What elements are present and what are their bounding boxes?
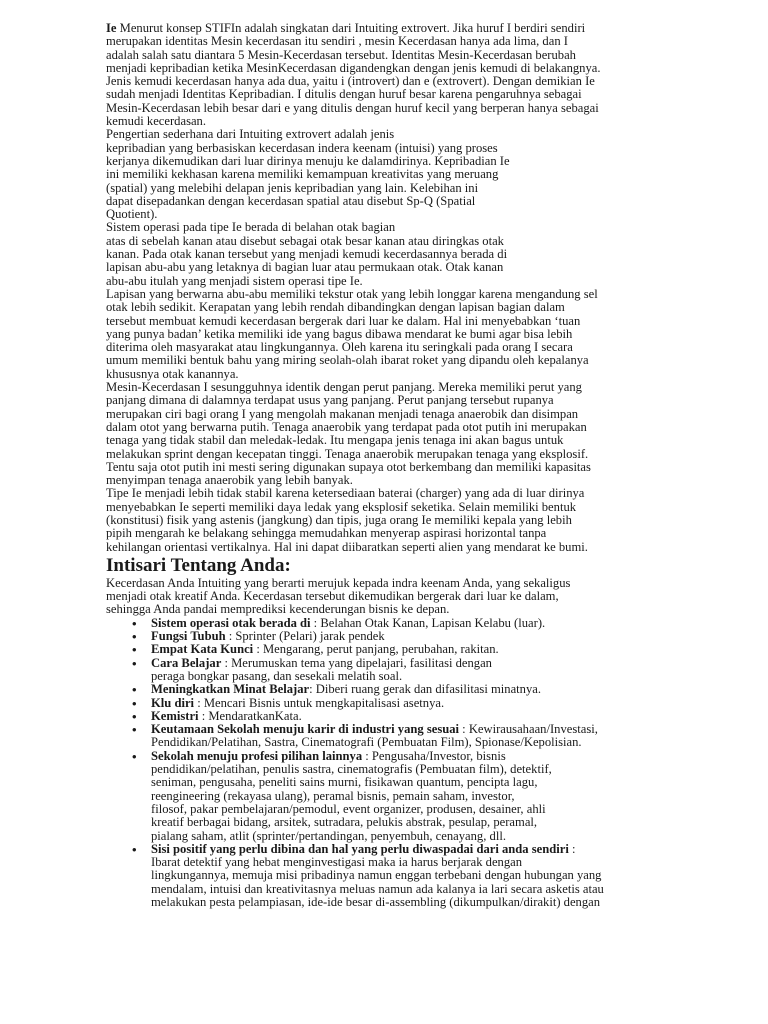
text-line: kepribadian yang berbasiskan kecerdasan indera keenam (intuisi) yang proses — [106, 140, 498, 155]
list-item — [106, 697, 698, 710]
text-line: Sistem operasi pada tipe Ie berada di belahan otak bagian — [106, 220, 396, 235]
lead-term: Ie — [106, 21, 117, 35]
text-line: khususnya otak kanannya. — [106, 366, 239, 381]
list-item-text: : Merumuskan tema yang dipelajari, fasilitasi dengan — [221, 655, 492, 670]
list-item-label: Meningkatkan Minat Belajar — [151, 682, 310, 697]
text-line: (spatial) yang melebihi delapan jenis kepribadian yang lain. Kelebihan ini — [106, 180, 479, 195]
text-line: melakukan sprint dengan kecepatan tinggi. Tenaga anaerobik merupakan tenaga yang eksplosif. — [106, 446, 589, 461]
list-item-label: Empat Kata Kunci — [151, 642, 254, 657]
list-item-first-line — [151, 750, 698, 763]
list-item-label: Fungsi Tubuh — [151, 629, 226, 644]
text-line: merupakan identitas Mesin kecerdasan itu sendiri , mesin Kecerdasan hanya ada lima, dan I — [106, 34, 568, 49]
list-item-text: Ibarat detektif yang hebat menginvestigasi maka ia harus berjarak dengan — [151, 855, 523, 870]
list-item-text: seniman, pengusaha, peneliti sains murni, fisikawan quantum, pencipta lagu, — [151, 775, 538, 790]
text-line: panjang dimana di dalamnya terdapat usus yang panjang. Perut panjang tersebut rupanya — [106, 393, 554, 408]
text-line: kehilangan orientasi vertikalnya. Hal ini dapat diibaratkan seperti alien yang mendarat ke bumi. — [106, 539, 588, 554]
text-line: kerjanya dikemudikan dari luar dirinya menuju ke dalamdirinya. Kepribadian Ie — [106, 153, 510, 168]
text-line: Quotient). — [106, 207, 158, 222]
text-line: Tipe Ie menjadi lebih tidak stabil karena ketersediaan baterai (charger) yang ada di luar dirinya — [106, 486, 585, 501]
list-item — [106, 750, 698, 843]
list-item-label: Keutamaan Sekolah menuju karir di industri yang sesuai — [151, 722, 460, 737]
list-item-text: melakukan pesta pelampiasan, ide-ide besar di-assembling (dikumpulkan/dirakit) dengan — [151, 895, 601, 909]
list-item — [106, 843, 698, 909]
list-item — [106, 723, 698, 750]
text-line: umum memiliki bentuk bahu yang miring seolah-olah ibarat roket yang dipandu oleh kepalanya — [106, 353, 589, 368]
list-item-text: : Mencari Bisnis untuk mengkapitalisasi asetnya. — [194, 695, 445, 710]
text-line: kanan. Pada otak kanan tersebut yang menjadi kemudi kecerdasannya berada di — [106, 247, 508, 262]
text-line: lapisan abu-abu yang letaknya di bagian luar atau permukaan otak. Otak kanan — [106, 260, 504, 275]
list-item-text: filosof, pakar pembelajaran/pemodul, event organizer, produsen, desainer, ahli — [151, 801, 546, 816]
text-line: adalah salah satu diantara 5 Mesin-Kecerdasan tersebut. Identitas Mesin-Kecerdasan berubah — [106, 47, 576, 62]
text-line: Ie Menurut konsep STIFIn adalah singkatan dari Intuiting extrovert. Jika huruf I berdiri sendiri — [106, 21, 586, 35]
list-item-label: Kemistri — [151, 708, 199, 723]
list-item-text: mendalam, intuisi dan kreativitasnya meluas namun ada kalanya ia lari secara asketis atau — [151, 881, 604, 896]
text-line: pipih mengarah ke belakang sehingga memudahkan menyerap aspirasi horizontal tanpa — [106, 526, 547, 541]
list-item-text: : Pengusaha/Investor, bisnis — [362, 748, 506, 763]
text-line: menyimpan tenaga anaerobik yang lebih banyak. — [106, 473, 353, 488]
list-item-text: : Belahan Otak Kanan, Lapisan Kelabu (luar). — [310, 615, 546, 630]
text-line: menjadi otak kreatif Anda. Kecerdasan tersebut dikemudikan bergerak dari luar ke dalam, — [106, 589, 559, 604]
list-item-text: : MendaratkanKata. — [198, 708, 302, 723]
text-line: menjadi kepribadian ketika MesinKecerdasan digandengkan dengan jenis kemudi di belakangnya. — [106, 60, 601, 75]
list-item — [106, 710, 698, 723]
list-item-text: pialang saham, atlit (sprinter/pertandingan, penyembuh, cenayang, dll. — [151, 828, 506, 843]
text-line: Mesin-Kecerdasan lebih besar dari e yang ditulis dengan huruf kecil yang berperan hanya sebagai — [106, 100, 599, 115]
text-line: Pengertian sederhana dari Intuiting extrovert adalah jenis — [106, 127, 395, 142]
summary-list — [106, 617, 698, 910]
list-item — [106, 683, 698, 696]
text-line: dapat disepadankan dengan kecerdasan spatial atau disebut Sp-Q (Spatial — [106, 193, 476, 208]
text-line: (konstitusi) fisik yang astenis (jangkung) dan tipis, juga orang Ie memiliki kepala yang lebih — [106, 512, 572, 527]
list-item-first-line — [151, 630, 698, 643]
list-item-text: peraga bongkar pasang, dan sesekali melatih soal. — [151, 668, 403, 683]
list-item-first-line — [151, 683, 698, 696]
list-item-first-line — [151, 723, 698, 736]
list-item-first-line — [151, 643, 698, 656]
list-item-text: kreatif berbagai bidang, arsitek, sutradara, pelukis abstrak, pesulap, peramal, — [151, 815, 538, 830]
list-item-text: : Mengarang, perut panjang, perubahan, rakitan. — [253, 642, 499, 657]
section-intro — [106, 577, 698, 617]
text-line: otak lebih sedikit. Kerapatan yang lebih rendah dibandingkan dengan lapisan bagian dalam — [106, 300, 565, 315]
text-line: Jenis kemudi kecerdasan hanya ada dua, yaitu i (introvert) dan e (extrovert). Dengan demikian Ie — [106, 74, 595, 89]
list-item-label: Cara Belajar — [151, 655, 222, 670]
list-item-text: pendidikan/pelatihan, penulis sastra, cinematografis (Pembuatan film), detektif, — [151, 762, 552, 777]
section-heading: Intisari Tentang Anda: — [106, 554, 291, 576]
text-line: dalam otot yang berwarna putih. Tenaga anaerobik yang terdapat pada otot putih ini merupakan — [106, 419, 587, 434]
list-item-text: : Sprinter (Pelari) jarak pendek — [225, 629, 385, 644]
text-line: Kecerdasan Anda Intuiting yang berarti merujuk kepada indra keenam Anda, yang sekaligus — [106, 575, 571, 590]
text-line: abu-abu itulah yang menjadi sistem operasi tipe Ie. — [106, 273, 363, 288]
intro-text — [106, 22, 698, 554]
text-line: yang punya badan’ ketika memiliki ide yang bagus dibawa mendarat ke bumi agar bisa lebih — [106, 326, 573, 341]
text-line: ini memiliki kekhasan karena memiliki kemampuan kreativitas yang meruang — [106, 167, 499, 182]
text-line: Mesin-Kecerdasan I sesungguhnya identik dengan perut panjang. Mereka memiliki perut yang — [106, 380, 582, 395]
list-item-label: Sekolah menuju profesi pilihan lainnya — [151, 748, 363, 763]
text-line: Tentu saja otot putih ini mesti sering digunakan supaya otot berkembang dan memiliki kapasitas — [106, 459, 591, 474]
list-item-first-line — [151, 617, 698, 630]
list-item-text: : Kewirausahaan/Investasi, — [459, 722, 598, 737]
list-item-text: reengineering (rekayasa ulang), peramal bisnis, pemain saham, investor, — [151, 788, 515, 803]
list-item-label: Klu diri — [151, 695, 195, 710]
list-item-text: lingkungannya, memuja misi pribadinya namun enggan terbebani dengan hubungan yang — [151, 868, 602, 883]
list-item-text: : Diberi ruang gerak dan difasilitasi minatnya. — [309, 682, 541, 697]
list-item-label: Sisi positif yang perlu dibina dan hal yang perlu diwaspadai dari anda sendiri — [151, 841, 569, 856]
list-item-label: Sistem operasi otak berada di — [151, 615, 311, 630]
text-line: sudah menjadi Identitas Kepribadian. I ditulis dengan huruf besar karena pengaruhnya sebagai — [106, 87, 582, 102]
text-line: tenaga yang tidak stabil dan meledak-ledak. Itu mengapa jenis tenaga ini akan bagus untuk — [106, 433, 564, 448]
text-line: atas di sebelah kanan atau disebut sebagai otak besar kanan atau diringkas otak — [106, 233, 504, 248]
text-line: sehingga Anda pandai memprediksi kecenderungan bisnis ke depan. — [106, 602, 450, 617]
list-item — [106, 630, 698, 643]
list-item-first-line — [151, 657, 698, 670]
text-line: kemudi kecerdasan. — [106, 114, 207, 129]
text-line: menyebabkan Ie seperti memiliki daya ledak yang eksplosif seketika. Selain memiliki bentuk — [106, 499, 577, 514]
list-item-text: Pendidikan/Pelatihan, Sastra, Cinematografi (Pembuatan Film), Spionase/Kepolisian. — [151, 735, 582, 750]
text-line: Lapisan yang berwarna abu-abu memiliki tekstur otak yang lebih longgar karena mengandung sel — [106, 286, 598, 301]
list-item-text: : — [568, 841, 576, 856]
list-item-first-line — [151, 710, 698, 723]
list-item — [106, 643, 698, 656]
list-item — [106, 617, 698, 630]
text-line: merupakan ciri bagi orang I yang mengolah makanan menjadi tenaga anaerobik dan disimpan — [106, 406, 579, 421]
list-item-first-line — [151, 697, 698, 710]
text-line: tersebut membuat kemudi kecerdasan bergerak dari luar ke dalam. Hal ini menyebabkan ‘tuan — [106, 313, 581, 328]
list-item — [106, 657, 698, 684]
list-item-first-line — [151, 843, 698, 856]
text-line: diterima oleh masyarakat atau lingkungannya. Oleh karena itu seringkali pada orang I secara — [106, 340, 573, 355]
